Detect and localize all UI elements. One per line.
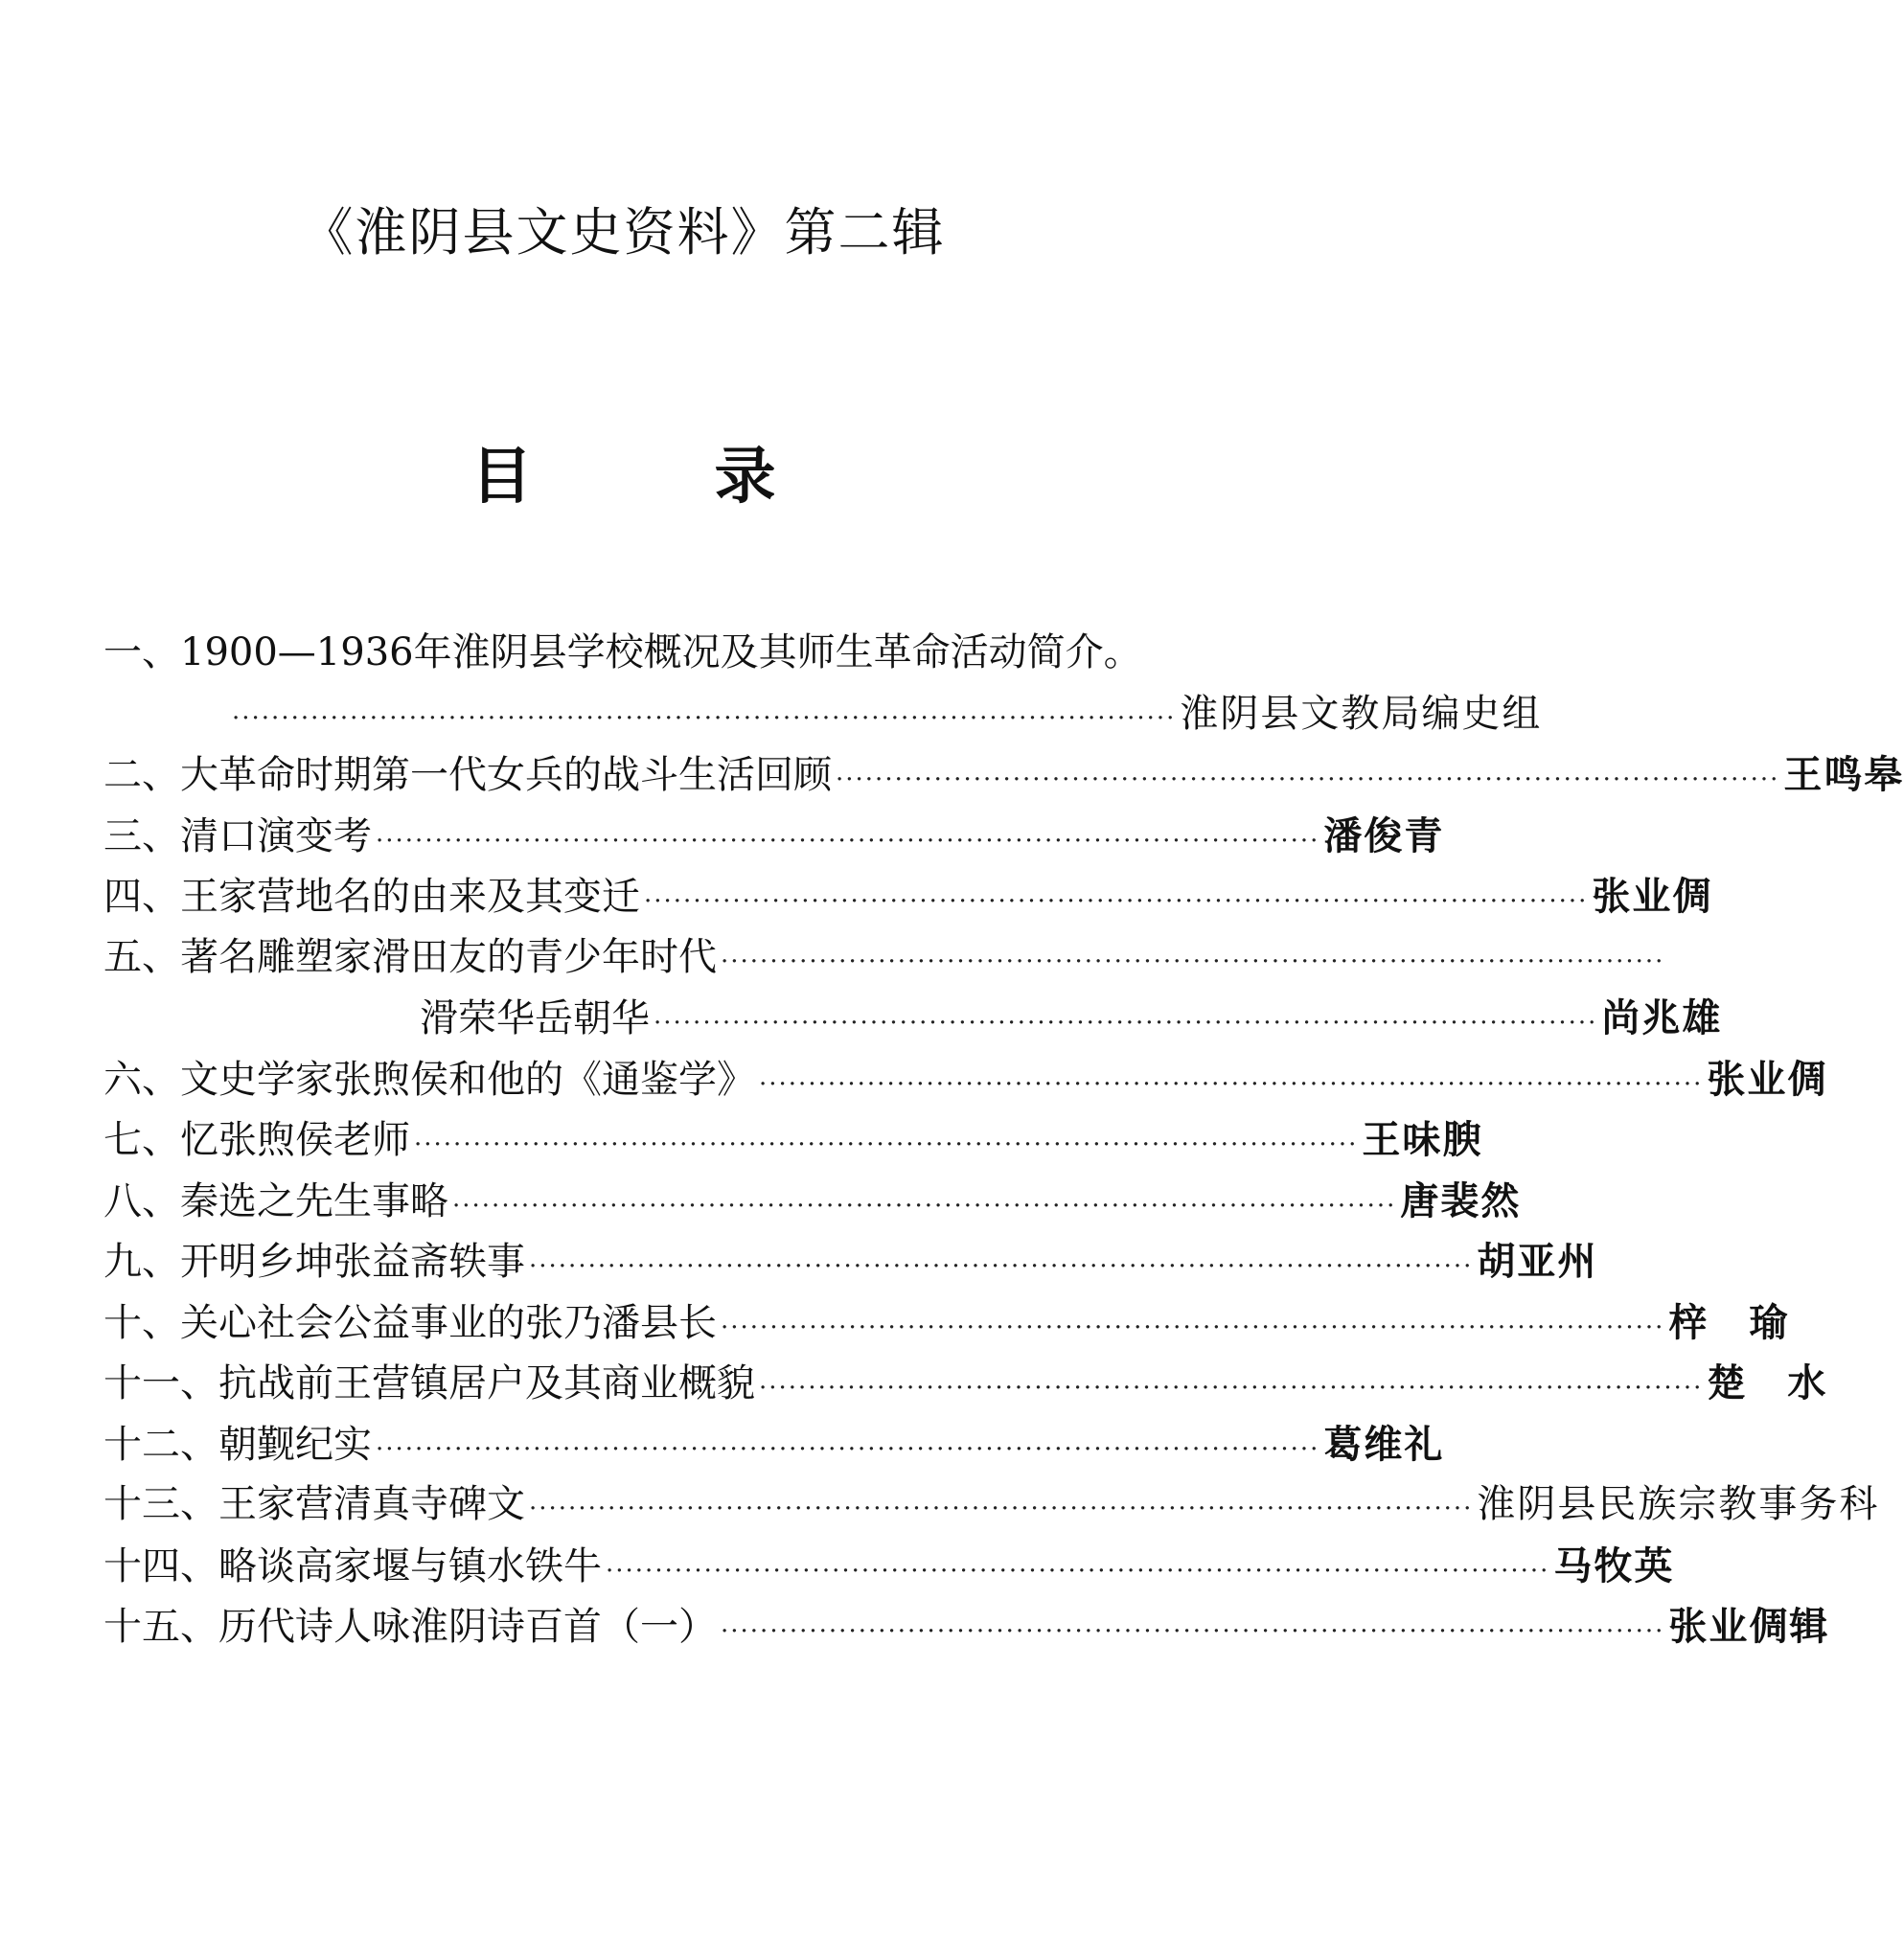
entry-author: 胡亚州: [1477, 1239, 1598, 1284]
leader-dots: ································································································: [759, 1374, 1704, 1403]
entry-title: 王家营清真寺碑文: [218, 1482, 525, 1526]
toc-entry-6: [103, 1049, 1828, 1110]
entry-author: 淮阴县民族宗教事务科: [1477, 1482, 1880, 1526]
entry-author: 淮阴县文教局编史组: [1180, 691, 1543, 736]
leader-dots: ································································································: [721, 1617, 1665, 1646]
toc-entry-15: [103, 1596, 1830, 1657]
entry-author: 张业倜辑: [1668, 1604, 1830, 1649]
entry-number: 四、: [103, 875, 180, 919]
toc-entry-9: [103, 1231, 1598, 1292]
leader-dots: ································································································: [654, 1009, 1598, 1038]
entry-author: 尚兆雄: [1601, 995, 1723, 1040]
entry-number: 七、: [103, 1118, 180, 1162]
entry-author: 张业倜: [1707, 1056, 1828, 1102]
entry-title: 朝觐纪实: [218, 1422, 372, 1467]
toc-entry-1: [103, 623, 1146, 684]
entry-number: 二、: [103, 753, 180, 797]
series-title: 《淮阴县文史资料》第二辑: [301, 202, 946, 263]
toc-heading-char-2: 录: [714, 441, 776, 513]
entry-author: 张业倜: [1592, 874, 1713, 919]
leader-dots: ································································································: [452, 1191, 1397, 1221]
leader-dots: ································································································: [529, 1252, 1474, 1281]
toc-entry-5: [103, 927, 1665, 989]
entry-title: 清口演变考: [180, 813, 372, 858]
toc-entry-5-continuation: [103, 988, 1723, 1049]
toc-entry-11: [103, 1353, 1828, 1414]
entry-title: 滑荣华岳朝华: [420, 996, 650, 1040]
toc-entry-12: [103, 1414, 1445, 1475]
toc-entry-8: [103, 1171, 1522, 1232]
entry-author: 楚 水: [1707, 1360, 1828, 1405]
entry-number: 十一、: [103, 1361, 218, 1405]
entry-title: 历代诗人咏淮阴诗百首（一）: [218, 1605, 717, 1649]
leader-dots: ································································································: [414, 1131, 1359, 1159]
toc-heading: [0, 439, 1247, 515]
entry-title: 王家营地名的由来及其变迁: [180, 875, 640, 919]
toc-entry-10: [103, 1292, 1790, 1354]
entry-number: 八、: [103, 1178, 180, 1223]
leader-dots: ································································································: [376, 826, 1320, 856]
entry-number: 一、: [103, 630, 180, 674]
leader-dots: ································································································: [721, 1313, 1665, 1342]
entry-number: 六、: [103, 1057, 180, 1102]
entry-title: 略谈高家堰与镇水铁牛: [218, 1543, 602, 1588]
entry-title: 大革命时期第一代女兵的战斗生活回顾: [180, 753, 832, 797]
entry-title: 1900—1936年淮阴县学校概况及其师生革命活动简介。: [180, 630, 1142, 674]
entry-number: 十四、: [103, 1543, 218, 1588]
entry-title: 抗战前王营镇居户及其商业概貌: [218, 1361, 755, 1405]
entry-author: 马牧英: [1553, 1542, 1675, 1588]
entry-number: 五、: [103, 934, 180, 979]
toc-entry-2: [103, 744, 1904, 806]
toc-entry-3: [103, 806, 1445, 867]
entry-author: 唐裴然: [1400, 1177, 1522, 1223]
toc-heading-char-1: 目: [470, 441, 533, 513]
entry-number: 九、: [103, 1240, 180, 1284]
toc-entry-7: [103, 1109, 1483, 1171]
entry-title: 著名雕塑家滑田友的青少年时代: [180, 934, 717, 979]
leader-dots: ································································································: [721, 947, 1665, 976]
entry-author: 潘俊青: [1323, 812, 1445, 858]
toc-entry-4: [103, 866, 1713, 927]
entry-author: 葛维礼: [1323, 1421, 1445, 1467]
entry-title: 秦选之先生事略: [180, 1178, 448, 1223]
entry-number: 十、: [103, 1300, 180, 1345]
toc-entry-13: [103, 1474, 1880, 1536]
entry-number: 十五、: [103, 1605, 218, 1649]
entry-author: 王鸣皋: [1783, 752, 1904, 797]
entry-number: 十二、: [103, 1422, 218, 1467]
entry-title: 忆张煦侯老师: [180, 1118, 410, 1162]
entry-author: 梓 瑜: [1668, 1299, 1790, 1345]
entry-author: 王味腴: [1362, 1117, 1483, 1162]
entry-title: 开明乡坤张益斋轶事: [180, 1240, 525, 1284]
entry-title: 文史学家张煦侯和他的《通鉴学》: [180, 1057, 755, 1102]
leader-dots: ································································································: [606, 1556, 1550, 1586]
toc-entry-14: [103, 1536, 1675, 1597]
leader-dots: ································································································: [232, 703, 1177, 733]
table-of-contents: [103, 623, 1904, 1657]
leader-dots: ································································································: [759, 1069, 1704, 1099]
leader-dots: ································································································: [836, 765, 1780, 794]
toc-entry-1-continuation: [103, 684, 1543, 745]
entry-number: 十三、: [103, 1482, 218, 1526]
entry-title: 关心社会公益事业的张乃潘县长: [180, 1300, 717, 1345]
leader-dots: ································································································: [376, 1434, 1320, 1464]
leader-dots: ································································································: [644, 887, 1589, 916]
entry-number: 三、: [103, 813, 180, 858]
leader-dots: ································································································: [529, 1495, 1474, 1523]
